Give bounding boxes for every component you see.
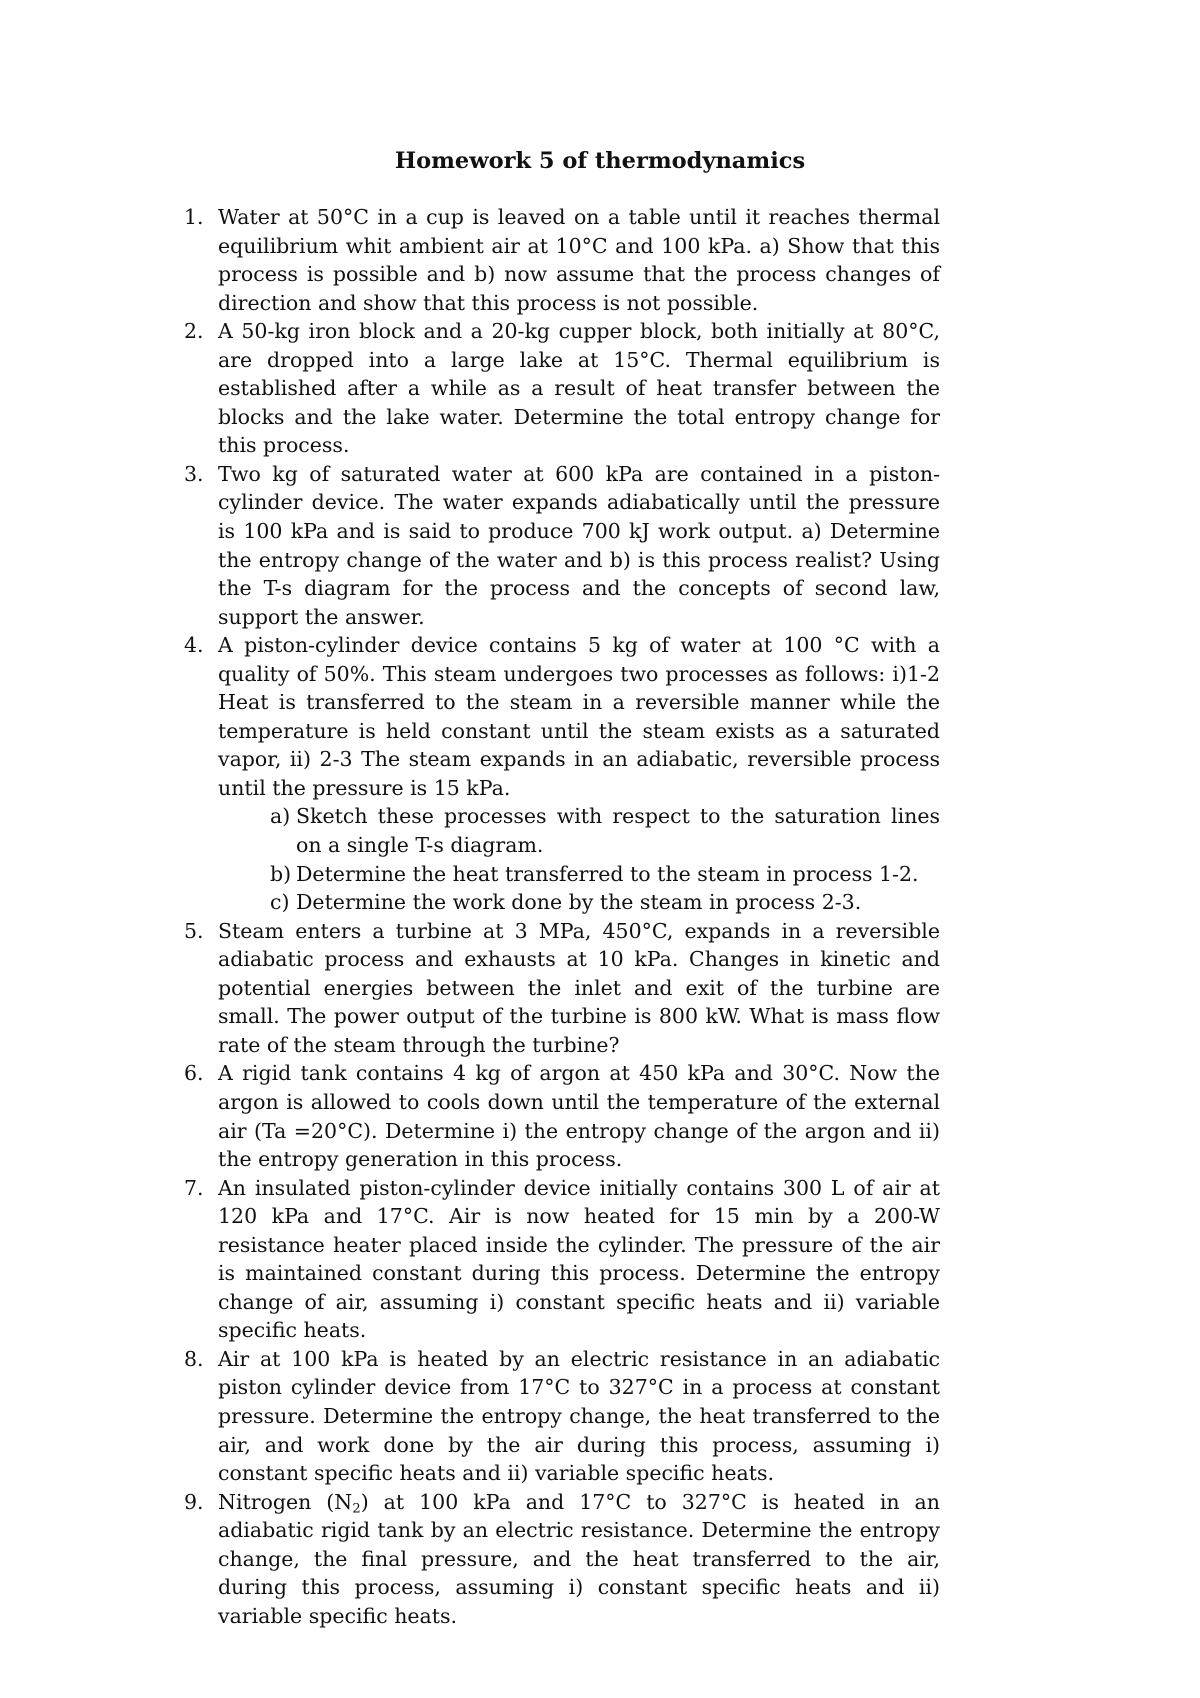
subscript-2: 2 bbox=[352, 1500, 361, 1516]
question-item-4 bbox=[184, 631, 940, 916]
question-item-1 bbox=[184, 203, 940, 317]
question-item-7 bbox=[184, 1174, 940, 1345]
subquestion-item-c bbox=[270, 888, 940, 917]
subquestion-label: c) bbox=[270, 890, 290, 915]
question-text bbox=[218, 1488, 940, 1631]
question-number: 1. bbox=[184, 205, 204, 229]
subquestion-label: b) bbox=[270, 861, 292, 886]
subquestion-list bbox=[218, 802, 940, 916]
question-number: 9. bbox=[184, 1489, 204, 1514]
subquestion-label: a) bbox=[270, 804, 291, 829]
question-text: A piston-cylinder device contains 5 kg of water at 100 °C with a quality of 50%. This steam undergoes two processes as follows: i)1-2 Heat is transferred to the steam in a reversible manner while the temperature is held constant until the steam exists as a saturated vapor, ii) 2-3 The steam expands in an adiabatic, reversible process until the pressure is 15 kPa. bbox=[218, 633, 940, 800]
question-text-before-subscript: Nitrogen (N bbox=[218, 1489, 353, 1514]
subquestion-item-a bbox=[270, 802, 940, 859]
question-number: 3. bbox=[184, 461, 204, 486]
question-text: Two kg of saturated water at 600 kPa are contained in a piston-cylinder device. The water expands adiabatically until the pressure is 100 kPa and is said to produce 700 kJ work output. a) Determine the entropy change of the water and b) is this process realist? Using the T-s diagram for the process and the concepts of second law, support the answer. bbox=[218, 461, 940, 629]
question-text: A rigid tank contains 4 kg of argon at 450 kPa and 30°C. Now the argon is allowed to cools down until the temperature of the external air (Ta =20°C). Determine i) the entropy change of the argon and ii) the entropy generation in this process. bbox=[218, 1061, 940, 1172]
question-text: A 50-kg iron block and a 20-kg cupper block, both initially at 80°C, are dropped into a large lake at 15°C. Thermal equilibrium is established after a while as a result of heat transfer between the blocks and the lake water. Determine the total entropy change for this process. bbox=[218, 319, 940, 458]
subquestion-text: Determine the work done by the steam in process 2-3. bbox=[296, 890, 862, 915]
question-text: An insulated piston-cylinder device initially contains 300 L of air at 120 kPa and 17°C. Air is now heated for 15 min by a 200-W resistance heater placed inside the cylinder. The pressure of the air is maintained constant during this process. Determine the entropy change of air, assuming i) constant specific heats and ii) variable specific heats. bbox=[218, 1175, 940, 1343]
question-number: 2. bbox=[184, 319, 204, 344]
question-item-8 bbox=[184, 1345, 940, 1488]
subquestion-text: Determine the heat transferred to the steam in process 1-2. bbox=[296, 861, 919, 886]
question-number: 4. bbox=[184, 633, 204, 658]
question-item-9 bbox=[184, 1488, 940, 1631]
question-text: Air at 100 kPa is heated by an electric resistance in an adiabatic piston cylinder device from 17°C to 327°C in a process at constant pressure. Determine the entropy change, the heat transferred to the air, and work done by the air during this process, assuming i) constant specific heats and ii) variable specific heats. bbox=[218, 1346, 940, 1486]
question-text: Water at 50°C in a cup is leaved on a table until it reaches thermal equilibrium whit ambient air at 10°C and 100 kPa. a) Show that this process is possible and b) now assume that the process changes of direction and show that this process is not possible. bbox=[218, 205, 940, 315]
question-list bbox=[184, 203, 940, 1630]
question-item-6 bbox=[184, 1059, 940, 1173]
subquestion-item-b bbox=[270, 860, 940, 889]
subquestion-text: Sketch these processes with respect to the saturation lines on a single T-s diagram. bbox=[296, 804, 940, 858]
question-number: 8. bbox=[184, 1346, 204, 1371]
question-text: Steam enters a turbine at 3 MPa, 450°C, expands in a reversible adiabatic process and exhausts at 10 kPa. Changes in kinetic and potential energies between the inlet and exit of the turbine are small. The power output of the turbine is 800 kW. What is mass flow rate of the steam through the turbine? bbox=[218, 918, 940, 1057]
page-title: Homework 5 of thermodynamics bbox=[394, 148, 806, 174]
question-text-after-subscript: ) at 100 kPa and 17°C to 327°C is heated in an adiabatic rigid tank by an electric resistance. Determine the entropy change, the final pressure, and the heat transferred to the air, during this process, assuming i) constant specific heats and ii) variable specific heats. bbox=[218, 1489, 940, 1628]
question-item-2 bbox=[184, 317, 940, 460]
question-item-5 bbox=[184, 917, 940, 1060]
question-item-3 bbox=[184, 460, 940, 631]
question-number: 5. bbox=[184, 918, 204, 943]
question-number: 7. bbox=[184, 1175, 204, 1200]
question-number: 6. bbox=[184, 1061, 204, 1086]
